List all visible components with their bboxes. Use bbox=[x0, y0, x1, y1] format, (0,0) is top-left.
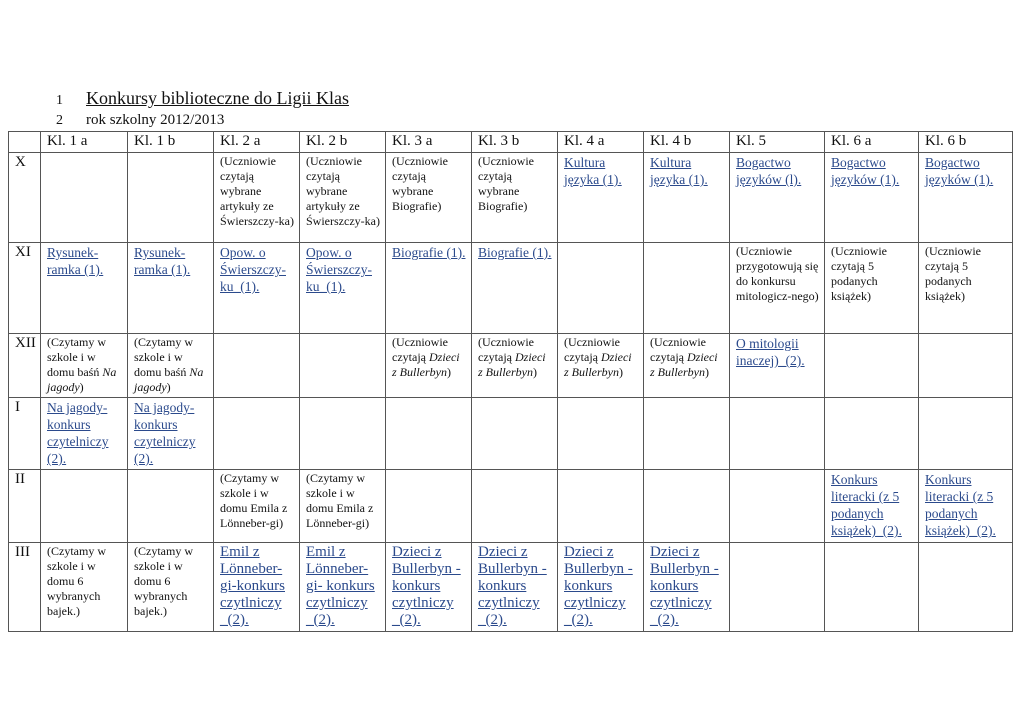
table-cell bbox=[300, 543, 386, 632]
table-cell bbox=[825, 243, 919, 334]
table-cell bbox=[730, 153, 825, 243]
cell-note: (Czytamy w szkole i w domu Emila z Lönneber-gi) bbox=[220, 471, 288, 530]
column-header: Kl. 1 a bbox=[41, 132, 128, 153]
table-cell bbox=[644, 153, 730, 243]
column-header: Kl. 6 a bbox=[825, 132, 919, 153]
table-cell bbox=[644, 543, 730, 632]
table-cell bbox=[730, 470, 825, 543]
table-cell bbox=[300, 334, 386, 398]
note-text: (Uczniowie czytają bbox=[478, 335, 534, 364]
month-cell: XII bbox=[9, 334, 41, 398]
table-cell bbox=[730, 334, 825, 398]
close-paren: ) bbox=[533, 365, 537, 379]
table-row bbox=[9, 470, 1013, 543]
cell-note: (Czytamy w szkole i w domu 6 wybranych bajek.) bbox=[47, 544, 106, 618]
column-header: Kl. 4 a bbox=[558, 132, 644, 153]
table-cell bbox=[919, 243, 1013, 334]
cell-note: (Uczniowie czytają 5 podanych książek) bbox=[831, 244, 887, 303]
page-subtitle: rok szkolny 2012/2013 bbox=[86, 112, 225, 128]
contest-link[interactable]: Rysunek-ramka (1). bbox=[134, 245, 191, 277]
table-cell bbox=[41, 334, 128, 398]
close-paren: ) bbox=[166, 380, 171, 394]
book-title: Dzieci z Bullerbyn bbox=[564, 350, 632, 379]
contest-link[interactable]: Biografie (1). bbox=[478, 245, 552, 260]
book-title: Na jagody bbox=[47, 365, 117, 394]
table-cell bbox=[558, 470, 644, 543]
table-cell bbox=[472, 470, 558, 543]
contest-link[interactable]: Bogactwo języków (l). bbox=[736, 155, 802, 187]
table-cell bbox=[644, 243, 730, 334]
cell-note bbox=[134, 335, 209, 395]
cell-note: (Uczniowie czytają 5 podanych książek) bbox=[925, 244, 981, 303]
contest-link[interactable]: Dzieci z Bullerbyn - konkurs czytlniczy _(2). bbox=[564, 544, 633, 628]
table-row bbox=[9, 334, 1013, 398]
table-cell bbox=[919, 543, 1013, 632]
contest-link[interactable]: Konkurs literacki (z 5 podanych książek)_(2). bbox=[925, 472, 996, 538]
table-cell bbox=[41, 398, 128, 470]
note-text: (Uczniowie czytają bbox=[392, 335, 448, 364]
table-cell bbox=[214, 543, 300, 632]
table-cell bbox=[472, 153, 558, 243]
table-cell bbox=[644, 334, 730, 398]
table-cell bbox=[558, 243, 644, 334]
header-row bbox=[9, 132, 1013, 153]
table-cell bbox=[214, 243, 300, 334]
contest-link[interactable]: Na jagody-konkurs czytelniczy (2). bbox=[134, 400, 196, 466]
table-cell bbox=[300, 398, 386, 470]
note-text: (Czytamy w szkole i w domu baśń bbox=[134, 335, 193, 379]
book-title: Dzieci z Bullerbyn bbox=[392, 350, 460, 379]
table-cell bbox=[919, 470, 1013, 543]
contest-link[interactable]: Konkurs literacki (z 5 podanych książek)_(2). bbox=[831, 472, 902, 538]
column-header: Kl. 2 b bbox=[300, 132, 386, 153]
table-cell bbox=[558, 153, 644, 243]
column-header: Kl. 1 b bbox=[128, 132, 214, 153]
contest-link[interactable]: Opow. o Świerszczy-ku_(1). bbox=[220, 245, 286, 294]
table-cell bbox=[472, 243, 558, 334]
cell-note bbox=[564, 335, 639, 380]
table-cell bbox=[41, 243, 128, 334]
table-cell bbox=[919, 153, 1013, 243]
table-cell bbox=[644, 398, 730, 470]
table-cell bbox=[386, 243, 472, 334]
table-cell bbox=[825, 153, 919, 243]
contest-link[interactable]: Kultura języka (1). bbox=[650, 155, 708, 187]
column-header: Kl. 5 bbox=[730, 132, 825, 153]
month-cell: I bbox=[9, 398, 41, 470]
table-cell bbox=[386, 470, 472, 543]
table-cell bbox=[128, 470, 214, 543]
contest-link[interactable]: O mitologii inaczej)_(2). bbox=[736, 336, 805, 368]
table-row bbox=[9, 153, 1013, 243]
cell-note: (Uczniowie czytają wybrane artykuły ze Świerszczy-ka) bbox=[220, 154, 294, 228]
column-header: Kl. 6 b bbox=[919, 132, 1013, 153]
table-cell bbox=[214, 334, 300, 398]
contest-link[interactable]: Kultura języka (1). bbox=[564, 155, 622, 187]
cell-note: (Czytamy w szkole i w domu 6 wybranych bajek.) bbox=[134, 544, 193, 618]
month-cell: II bbox=[9, 470, 41, 543]
month-cell: XI bbox=[9, 243, 41, 334]
contest-link[interactable]: Opow. o Świerszczy-ku_(1). bbox=[306, 245, 372, 294]
contest-link[interactable]: Dzieci z Bullerbyn - konkurs czytlniczy _(2). bbox=[478, 544, 547, 628]
table-cell bbox=[825, 543, 919, 632]
close-paren: ) bbox=[705, 365, 709, 379]
contest-schedule-table bbox=[8, 131, 1013, 632]
note-text: (Czytamy w szkole i w domu baśń bbox=[47, 335, 106, 379]
contest-link[interactable]: Bogactwo języków (1). bbox=[925, 155, 994, 187]
table-cell bbox=[558, 334, 644, 398]
contest-link[interactable]: Dzieci z Bullerbyn - konkurs czytlniczy _(2). bbox=[392, 544, 461, 628]
table-cell bbox=[41, 543, 128, 632]
table-cell bbox=[825, 398, 919, 470]
document-title-line bbox=[56, 88, 349, 111]
table-cell bbox=[300, 470, 386, 543]
line-number: 1 bbox=[56, 93, 63, 108]
close-paren: ) bbox=[79, 380, 84, 394]
table-cell bbox=[128, 153, 214, 243]
cell-note bbox=[478, 335, 553, 380]
table-cell bbox=[825, 334, 919, 398]
note-text: (Uczniowie czytają bbox=[564, 335, 620, 364]
table-cell bbox=[128, 243, 214, 334]
table-cell bbox=[730, 243, 825, 334]
line-number: 2 bbox=[56, 113, 63, 128]
table-cell bbox=[919, 334, 1013, 398]
table-cell bbox=[919, 398, 1013, 470]
contest-link[interactable]: Dzieci z Bullerbyn - konkurs czytlniczy _(2). bbox=[650, 544, 719, 628]
contest-link[interactable]: Emil z Lönneber-gi- konkurs czytlniczy _(2). bbox=[306, 544, 375, 628]
table-cell bbox=[128, 334, 214, 398]
column-header: Kl. 3 b bbox=[472, 132, 558, 153]
table-cell bbox=[386, 153, 472, 243]
table-cell bbox=[41, 470, 128, 543]
cell-note: (Uczniowie przygotowują się do konkursu mitologicz-nego) bbox=[736, 244, 819, 303]
page-title: Konkursy biblioteczne do Ligii Klas bbox=[86, 88, 349, 108]
table-cell bbox=[214, 398, 300, 470]
month-cell: X bbox=[9, 153, 41, 243]
close-paren: ) bbox=[447, 365, 451, 379]
table-cell bbox=[558, 543, 644, 632]
document-subtitle-line bbox=[56, 110, 224, 131]
table-cell bbox=[558, 398, 644, 470]
contest-link[interactable]: Biografie (1). bbox=[392, 245, 466, 260]
contest-link[interactable]: Na jagody-konkurs czytelniczy (2). bbox=[47, 400, 109, 466]
table-cell bbox=[386, 334, 472, 398]
contest-link[interactable]: Emil z Lönneber-gi-konkurs czytlniczy _(2). bbox=[220, 544, 285, 628]
note-text: (Uczniowie czytają bbox=[650, 335, 706, 364]
column-header: Kl. 4 b bbox=[644, 132, 730, 153]
table-cell bbox=[128, 398, 214, 470]
cell-note bbox=[47, 335, 123, 395]
contest-link[interactable]: Rysunek-ramka (1). bbox=[47, 245, 104, 277]
column-header bbox=[9, 132, 41, 153]
table-cell bbox=[825, 470, 919, 543]
cell-note: (Uczniowie czytają wybrane Biografie) bbox=[478, 154, 534, 213]
table-cell bbox=[300, 243, 386, 334]
table-cell bbox=[214, 153, 300, 243]
month-cell: III bbox=[9, 543, 41, 632]
cell-note: (Czytamy w szkole i w domu Emila z Lönneber-gi) bbox=[306, 471, 374, 530]
table-cell bbox=[128, 543, 214, 632]
table-row bbox=[9, 398, 1013, 470]
table-cell bbox=[472, 543, 558, 632]
cell-note: (Uczniowie czytają wybrane artykuły ze Świerszczy-ka) bbox=[306, 154, 380, 228]
table-cell bbox=[300, 153, 386, 243]
close-paren: ) bbox=[619, 365, 623, 379]
table-cell bbox=[214, 470, 300, 543]
book-title: Dzieci z Bullerbyn bbox=[650, 350, 718, 379]
table-cell bbox=[730, 543, 825, 632]
cell-note bbox=[392, 335, 467, 380]
contest-link[interactable]: Bogactwo języków (1). bbox=[831, 155, 900, 187]
table-row bbox=[9, 543, 1013, 632]
table-cell bbox=[386, 398, 472, 470]
column-header: Kl. 3 a bbox=[386, 132, 472, 153]
cell-note: (Uczniowie czytają wybrane Biografie) bbox=[392, 154, 448, 213]
table-cell bbox=[644, 470, 730, 543]
table-cell bbox=[386, 543, 472, 632]
cell-note bbox=[650, 335, 725, 380]
table-cell bbox=[472, 398, 558, 470]
book-title: Na jagody bbox=[134, 365, 204, 394]
table-cell bbox=[472, 334, 558, 398]
book-title: Dzieci z Bullerbyn bbox=[478, 350, 546, 379]
table-cell bbox=[41, 153, 128, 243]
table-row bbox=[9, 243, 1013, 334]
table-cell bbox=[730, 398, 825, 470]
column-header: Kl. 2 a bbox=[214, 132, 300, 153]
